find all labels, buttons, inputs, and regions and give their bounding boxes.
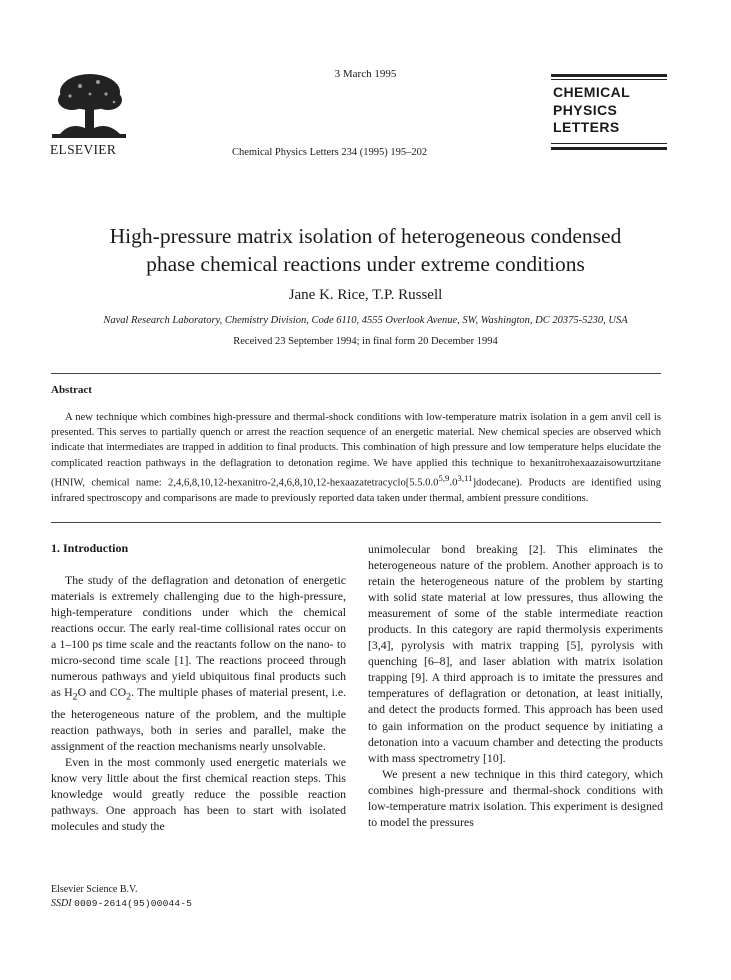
abstract-top-rule xyxy=(51,373,661,374)
intro-paragraph-3: unimolecular bond breaking [2]. This eliminates the heterogeneous nature of the problem. Another approach is to retain the heterogeneous nature of the problem by starting with solid state material at low pressures, thus allowing the measurement of some of the stable intermediate reaction products. In this category are rapid thermolysis experiments [3,4], pyrolysis with matrix trapping [5], pyrolysis with quenching [6–8], and laser ablation with matrix isolation trapping [9]. A third approach is to imitate the pressures and temperatures of deflagration or detonation, at least initially, and detect the products formed. This approach has been used to gain information on the product sequence by initiating a detonation into a vacuum chamber and detecting the products with mass spectrometry [10]. xyxy=(368,542,663,765)
left-column xyxy=(51,572,346,834)
right-column xyxy=(368,541,663,830)
section-heading-introduction: 1. Introduction xyxy=(51,541,129,555)
journal-rule-top-thin xyxy=(551,79,667,80)
page-footer xyxy=(51,883,192,910)
intro-p1-part3: . The multiple phases of material present, i.e. the heterogeneous nature of the problem, and the multiple reaction pathways, both in series and parallel, make the assignment of the reaction mechanisms nearly unsolvable. xyxy=(51,685,347,753)
abstract-text-part2: .0 xyxy=(449,477,458,489)
received-dates: Received 23 September 1994; in final form 20 December 1994 xyxy=(233,336,498,347)
footer-ssdi xyxy=(51,897,192,911)
journal-name-line3: LETTERS xyxy=(553,119,620,135)
authors: Jane K. Rice, T.P. Russell xyxy=(288,287,443,303)
abstract-text-part3: ]dodecane). Products are identified using infrared spectroscopy and comparisons are made to previously reported data taken under thermal, ambient pressure conditions. xyxy=(51,477,661,504)
publisher-name: ELSEVIER xyxy=(50,142,117,157)
journal-name-line1: CHEMICAL xyxy=(553,84,631,100)
affiliation: Naval Research Laboratory, Chemistry Division, Code 6110, 4555 Overlook Avenue, SW, Washington, DC 20375-5230, USA xyxy=(103,315,628,326)
journal-name xyxy=(553,84,673,137)
journal-rule-top xyxy=(551,74,667,77)
abstract-superscript-1: 5,9 xyxy=(438,472,450,483)
ssdi-label: SSDI xyxy=(51,897,72,909)
article-title xyxy=(60,222,671,278)
abstract-bottom-rule xyxy=(51,522,661,523)
elsevier-tree-logo-icon xyxy=(50,70,128,140)
footer-publisher: Elsevier Science B.V. xyxy=(51,884,138,895)
intro-paragraph-2: Even in the most commonly used energetic materials we know very little about the first chemical reaction steps. This knowledge would greatly reduce the possible reaction pathways. One approach has been to start with isolated molecules and study the xyxy=(51,754,346,834)
issue-date: 3 March 1995 xyxy=(334,68,397,80)
article-title-line2: phase chemical reactions under extreme conditions xyxy=(146,252,585,276)
intro-p1-part2: O and CO xyxy=(77,685,127,700)
ssdi-code: 0009-2614(95)00044-5 xyxy=(74,897,193,909)
journal-rule-bottom xyxy=(551,147,667,150)
article-title-line1: High-pressure matrix isolation of heterogeneous condensed xyxy=(109,224,622,248)
intro-p1-part1: The study of the deflagration and detonation of energetic materials is extremely challenging due to the high-pressure, high-temperature conditions under which the chemical reactions occur. The early real-time collisional rates occur on a 1–100 ps time scale and the reactants follow on the nano- to micro-second time scale [1]. The reactions proceed through numerous pathways and yield ubiquitous final products such as H xyxy=(51,573,346,700)
subscript-h2o: 2 xyxy=(72,691,78,703)
journal-rule-bottom-thin xyxy=(551,143,667,144)
intro-paragraph-1 xyxy=(51,572,346,754)
journal-citation: Chemical Physics Letters 234 (1995) 195–202 xyxy=(232,147,428,158)
subscript-co2: 2 xyxy=(126,691,132,703)
journal-name-line2: PHYSICS xyxy=(553,101,618,118)
abstract-heading: Abstract xyxy=(51,384,92,396)
abstract-text-part1: A new technique which combines high-pressure and thermal-shock conditions with low-temperature matrix isolation in a gem anvil cell is presented. This serves to partially quench or arrest the reaction sequence of an energetic material. New chemical species are observed which indicate that intermediates are trapped in addition to final products. This combination of high pressure and low temperature helps elucidate the complicated reaction pathways in the deflagration to detonation regime. We have applied this technique to hexanitrohexaazaisowurtzitane (HNIW, chemical name: 2,4,6,8,10,12-hexanitro-2,4,6,8,10,12-hexaazatetracyclo[5.5.0.0 xyxy=(51,412,661,489)
abstract-superscript-2: 3,11 xyxy=(457,472,473,483)
abstract-text xyxy=(51,410,661,506)
intro-paragraph-4: We present a new technique in this third category, which combines high-pressure and thermal-shock conditions with low-temperature matrix isolation. This experiment is designed to model the pressures xyxy=(368,766,663,829)
